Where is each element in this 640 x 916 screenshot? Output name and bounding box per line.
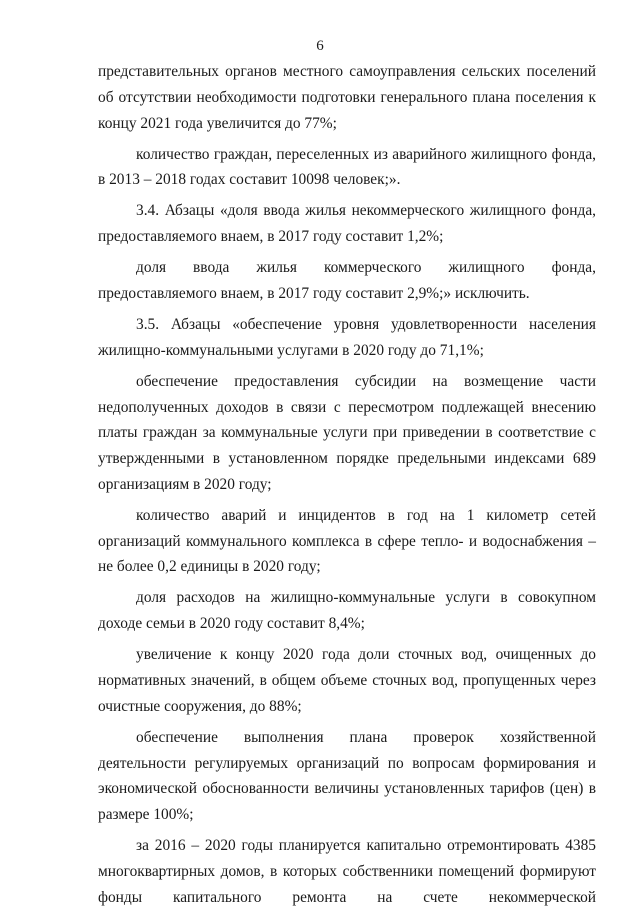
paragraph: обеспечение выполнения плана проверок хозяйственной деятельности регулируемых организаций по вопросам формирования и экономической обоснованности величины установленных тарифов (цен) в размере 100%; bbox=[98, 728, 596, 824]
paragraph: доля расходов на жилищно-коммунальные услуги в совокупном доходе семьи в 2020 году составит 8,4%; bbox=[98, 589, 596, 633]
paragraph: количество аварий и инцидентов в год на 1 километр сетей организаций коммунального комплекса в сфере тепло- и водоснабжения – не более 0,2 единицы в 2020 году; bbox=[98, 506, 596, 576]
paragraph: увеличение к концу 2020 года доли сточных вод, очищенных до нормативных значений, в общем объеме сточных вод, пропущенных через очистные сооружения, до 88%; bbox=[98, 646, 596, 715]
paragraph-item-3-4: 3.4. Абзацы «доля ввода жилья некоммерческого жилищного фонда, предоставляемого внаем, в 2017 году составит 1,2%; bbox=[98, 202, 596, 246]
paragraph-item-3-5: 3.5. Абзацы «обеспечение уровня удовлетворенности населения жилищно-коммунальными услугами в 2020 году до 71,1%; bbox=[98, 315, 596, 359]
paragraph: обеспечение предоставления субсидии на возмещение части недополученных доходов в связи с пересмотром подлежащей внесению платы граждан за коммунальные услуги при приведении в соответствие с утвержденными в установленном порядке предельными индексами 689 организациям в 2020 году; bbox=[98, 372, 596, 493]
paragraph: доля ввода жилья коммерческого жилищного фонда, предоставляемого внаем, в 2017 году составит 2,9%;» исключить. bbox=[98, 259, 596, 302]
body-text bbox=[98, 59, 596, 916]
paragraph-continued: представительных органов местного самоуправления сельских поселений об отсутствии необходимости подготовки генерального плана поселения к концу 2021 года увеличится до 77%; bbox=[98, 63, 596, 132]
paragraph: количество граждан, переселенных из аварийного жилищного фонда, в 2013 – 2018 годах составит 10098 человек;». bbox=[98, 145, 596, 189]
page-number: 6 bbox=[316, 38, 324, 54]
paragraph-continues-next-page: за 2016 – 2020 годы планируется капитально отремонтировать 4385 многоквартирных домов, в которых собственники помещений формируют фонды капитального ремонта на счете некоммерческой bbox=[98, 837, 596, 906]
